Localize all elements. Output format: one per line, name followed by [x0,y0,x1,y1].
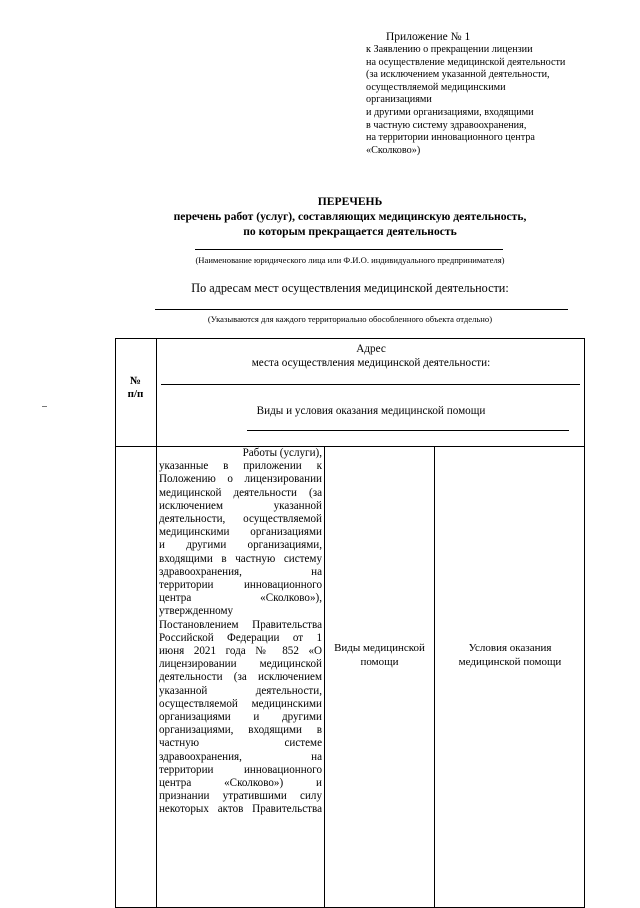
entity-caption: (Наименование юридического лица или Ф.И.О. индивидуального предпринимателя) [195,255,505,265]
appendix-line: и другими организациями, входящими [366,106,534,118]
number-header-line: п/п [127,388,144,400]
works-text-line: центра «Сколково»), [159,592,322,605]
address-fill-line [155,309,568,310]
appendix-block [366,30,616,157]
appendix-line: осуществляемой медицинскими [366,81,506,93]
works-text-line: медицинской деятельности (за [159,486,322,499]
medical-care-types-cell [325,641,434,669]
address-caption: (Указываются для каждого территориально обособленного объекта отдельно) [207,314,493,324]
works-text-line: указанные в приложении к [159,460,322,473]
works-text-line: указанной деятельности, [159,684,322,697]
appendix-line: в частную систему здравоохранения, [366,119,527,131]
works-text-line: деятельности (за исключением [159,671,322,684]
works-text-line: июня 2021 года № 852 «О [159,645,322,658]
works-text-line: Российской Федерации от 1 [159,631,322,644]
works-text-line: медицинскими организациями [159,526,322,539]
appendix-line: (за исключением указанной деятельности, [366,69,550,81]
works-text-line: лицензировании медицинской [159,658,322,671]
entity-name-fill-line [195,249,503,250]
address-header-line: места осуществления медицинской деятельности: [251,356,491,369]
appendix-title: Приложение № 1 [386,31,471,43]
appendix-line: на осуществление медицинской деятельности [366,56,566,68]
works-text-line: здравоохранения, на [159,565,322,578]
works-text-line: деятельности, осуществляемой [159,513,322,526]
types-input-line [247,430,569,431]
number-header-line: № [129,375,142,387]
address-input-line [161,384,580,385]
works-text-line: и другими организациями, [159,539,322,552]
works-text-line: организациями и другими [159,711,322,724]
medical-care-conditions-cell [435,641,585,669]
conditions-cell-line: медицинской помощи [458,656,562,668]
title-main: ПЕРЕЧЕНЬ [317,195,383,208]
appendix-line: организациями [366,94,432,106]
works-text-line: некоторых актов Правительства [159,803,322,816]
works-text-line: исключением указанной [159,499,322,512]
table-divider [434,446,435,908]
document-title [100,194,600,239]
works-text-line: осуществляемой медицинскими [159,697,322,710]
title-subtitle-1: перечень работ (услуг), составляющих медицинскую деятельность, [173,210,527,223]
works-text-line: утвержденному [159,605,234,618]
appendix-line: на территории инновационного центра [366,132,535,144]
works-text-line: признании утратившими силу [159,790,322,803]
works-text-line: Положению о лицензировании [159,473,322,486]
table-divider [324,446,325,908]
works-text-line: Постановлением Правительства [159,618,322,631]
conditions-cell-line: Условия оказания [468,642,552,654]
margin-mark [42,406,47,407]
works-text-line: территории инновационного [159,579,322,592]
works-text-line: входящими в частную систему [159,552,322,565]
table-divider [156,338,157,908]
appendix-line: «Сколково») [366,144,421,156]
works-services-cell [159,447,322,817]
address-column-header [157,343,585,370]
works-text-line: центра «Сколково») и [159,777,322,790]
works-text-line: здравоохранения, на [159,750,322,763]
works-text-line: частную системе [159,737,322,750]
address-heading: По адресам мест осуществления медицинской деятельности: [191,281,509,295]
types-conditions-header: Виды и условия оказания медицинской помощи [256,405,486,417]
title-subtitle-2: по которым прекращается деятельность [243,225,457,238]
appendix-line: к Заявлению о прекращении лицензии [366,44,533,55]
works-text-line: территории инновационного [159,763,322,776]
types-cell-line: Виды медицинской [334,642,425,654]
works-text-line: Работы (услуги), [242,447,322,459]
address-header-line: Адрес [356,343,386,355]
types-cell-line: помощи [360,656,399,668]
works-text-line: организациями, входящими в [159,724,322,737]
number-column-header [115,375,156,401]
